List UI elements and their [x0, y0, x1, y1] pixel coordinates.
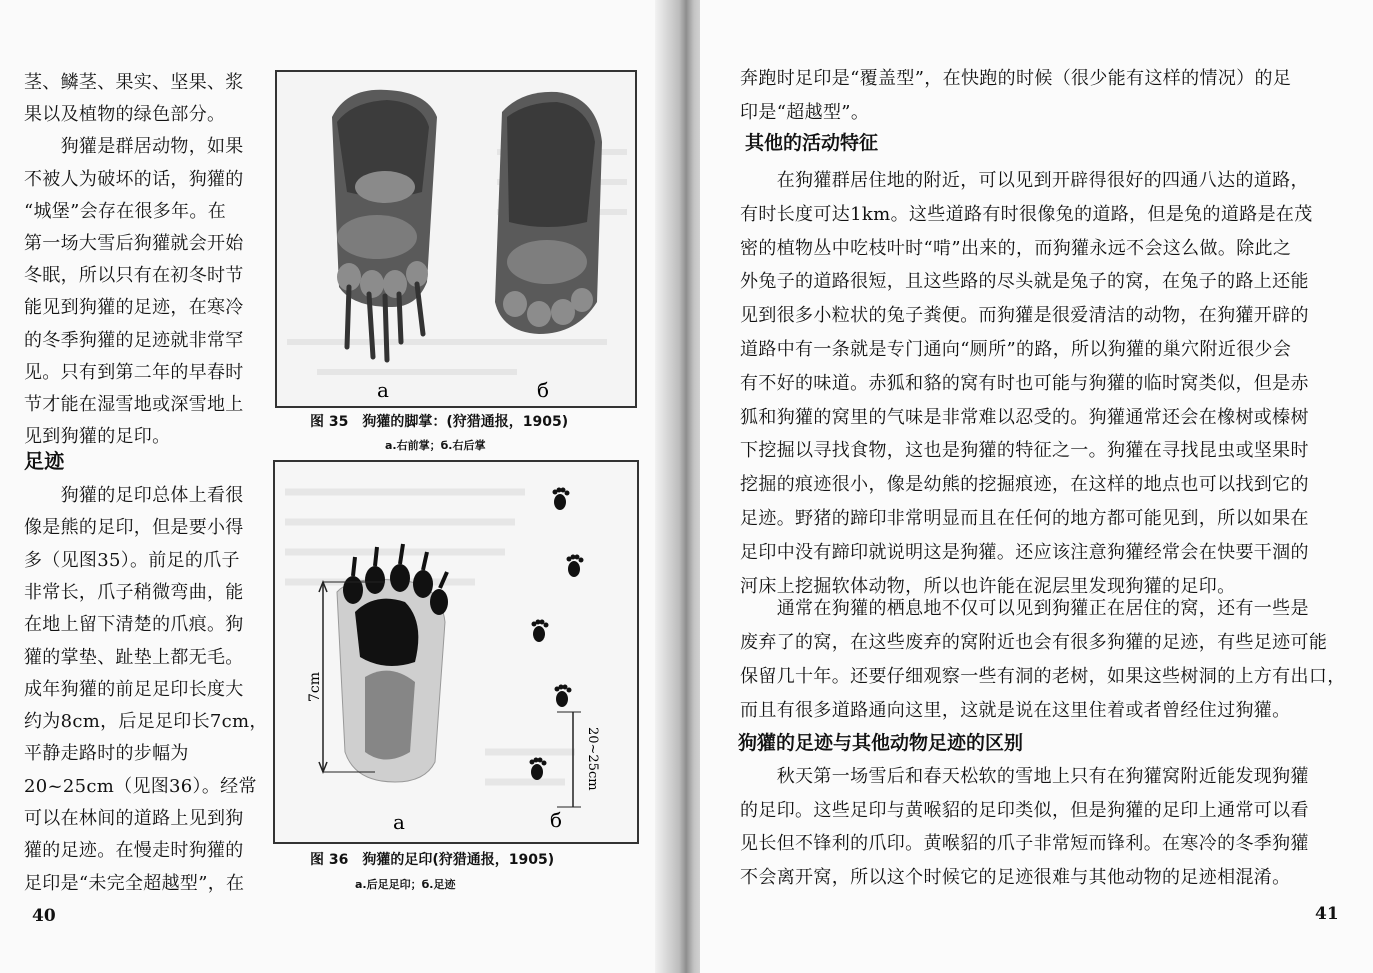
- figure-35-frame: [275, 70, 637, 408]
- text-line: 约为8cm，后足足印长7cm，: [24, 711, 268, 733]
- hind-footprint-drawing: [337, 544, 448, 782]
- text-line: 冬眠，所以只有在初冬时节: [24, 265, 244, 287]
- text-line: 在地上留下清楚的爪痕。狗: [24, 614, 244, 636]
- hind-paw-drawing: [495, 92, 602, 334]
- text-line: 狗獾的足印总体上看很: [24, 485, 244, 506]
- text-line: 狗獾是群居动物，如果: [24, 136, 244, 158]
- figure-35-illustration: [277, 72, 635, 406]
- text-line: 果以及植物的绿色部分。: [24, 104, 226, 126]
- text-line: 而且有很多道路通向这里，这就是说在这里住着或者曾经住过狗獾。: [740, 700, 1291, 721]
- text-line: 20~25cm（见图36）。经常: [24, 775, 257, 797]
- page-number-right: 41: [1315, 904, 1339, 924]
- text-line: 密的植物丛中吃枝叶时“啃”出来的，而狗獾永远不会这么做。除此之: [740, 237, 1292, 259]
- text-line: 节才能在湿雪地或深雪地上: [24, 394, 244, 415]
- text-line: 第一场大雪后狗獾就会开始: [24, 233, 244, 254]
- figure-35-label-b: б: [537, 378, 550, 402]
- text-line: 奔跑时足印是“覆盖型”，在快跑的时候（很少能有这样的情况）的足: [740, 68, 1292, 89]
- text-line: 不被人为破坏的话，狗獾的: [24, 168, 244, 190]
- figure-36-subcaption: a.后足足印；б.足迹: [355, 878, 456, 891]
- figure-36-stride-label: 20~25cm: [585, 727, 600, 791]
- figure-36-length-label: 7cm: [307, 671, 323, 702]
- figure-35-caption: 图 35 狗獾的脚掌：(狩猎通报，1905): [310, 414, 569, 430]
- text-line: 茎、鳞茎、果实、坚果、浆: [24, 72, 244, 93]
- figure-36-illustration: [275, 462, 637, 842]
- right-page: [700, 0, 1373, 973]
- figure-36-caption: 图 36 狗獾的足印(狩猎通报，1905): [310, 852, 555, 868]
- figure-36-label-a: а: [393, 810, 405, 834]
- text-line: 成年狗獾的前足足印长度大: [24, 678, 244, 700]
- text-line: 见到很多小粒状的兔子粪便。而狗獾是很爱清洁的动物，在狗獾开辟的: [740, 305, 1309, 327]
- section-heading-comparison: 狗獾的足迹与其他动物足迹的区别: [738, 732, 1024, 754]
- text-line: 非常长，爪子稍微弯曲，能: [24, 581, 244, 603]
- text-line: “城堡”会存在很多年。在: [24, 200, 227, 222]
- text-line: 有不好的味道。赤狐和貉的窝有时也可能与狗獾的临时窝类似，但是赤: [740, 372, 1309, 394]
- text-line: 的足印。这些足印与黄喉貂的足印类似，但是狗獾的足印上通常可以看: [740, 799, 1309, 821]
- text-line: 保留几十年。还要仔细观察一些有洞的老树，如果这些树洞的上方有出口，: [740, 666, 1346, 687]
- text-line: 的冬季狗獾的足迹就非常罕: [24, 329, 244, 351]
- text-line: 道路中有一条就是专门通向“厕所”的路，所以狗獾的巢穴附近很少会: [740, 339, 1292, 360]
- text-line: 印是“超越型”。: [740, 102, 870, 123]
- figure-36-frame: [273, 460, 639, 844]
- text-line: 可以在林间的道路上见到狗: [24, 808, 244, 829]
- text-line: 平静走路时的步幅为: [24, 743, 189, 765]
- section-heading-footprints: 足迹: [24, 449, 65, 473]
- text-line: 能见到狗獾的足迹，在寒冷: [24, 297, 244, 319]
- text-line: 足迹。野猪的蹄印非常明显而且在任何的地方都可能见到，所以如果在: [740, 508, 1309, 529]
- text-line: 通常在狗獾的栖息地不仅可以见到狗獾正在居住的窝，还有一些是: [740, 598, 1309, 619]
- text-line: 见长但不锋利的爪印。黄喉貂的爪子非常短而锋利。在寒冷的冬季狗獾: [740, 833, 1309, 854]
- text-line: 见到狗獾的足印。: [24, 426, 171, 448]
- text-line: 足印中没有蹄印就说明这是狗獾。还应该注意狗獾经常会在快要干涸的: [740, 541, 1309, 563]
- figure-35-subcaption: a.右前掌；б.右后掌: [385, 439, 486, 452]
- text-line: 秋天第一场雪后和春天松软的雪地上只有在狗獾窝附近能发现狗獾: [740, 766, 1309, 787]
- figure-36-label-b: б: [550, 808, 563, 832]
- text-line: 狐和狗獾的窝里的气味是非常难以忍受的。狗獾通常还会在橡树或榛树: [740, 406, 1309, 428]
- front-paw-drawing: [332, 90, 437, 360]
- text-line: 河床上挖掘软体动物，所以也许能在泥层里发现狗獾的足印。: [740, 575, 1236, 597]
- text-line: 有时长度可达1km。这些道路有时很像兔的道路，但是兔的道路是在茂: [740, 203, 1313, 225]
- text-line: 獾的掌垫、趾垫上都无毛。: [24, 646, 244, 668]
- text-line: 废弃了的窝，在这些废弃的窝附近也会有很多狗獾的足迹，有些足迹可能: [740, 632, 1328, 653]
- page-number-left: 40: [32, 906, 56, 926]
- text-line: 在狗獾群居住地的附近，可以见到开辟得很好的四通八达的道路，: [740, 170, 1309, 191]
- text-line: 外兔子的道路很短，且这些路的尽头就是兔子的窝，在兔子的路上还能: [740, 271, 1309, 293]
- text-line: 像是熊的足印，但是要小得: [24, 517, 244, 539]
- text-line: 见。只有到第二年的早春时: [24, 361, 244, 383]
- text-line: 多（见图35）。前足的爪子: [24, 549, 240, 571]
- text-line: 下挖掘以寻找食物，这也是狗獾的特征之一。狗獾在寻找昆虫或坚果时: [740, 440, 1309, 462]
- text-line: 足印是“未完全超越型”，在: [24, 872, 245, 894]
- section-heading-other-activity: 其他的活动特征: [745, 132, 879, 154]
- text-line: 獾的足迹。在慢走时狗獾的: [24, 840, 244, 862]
- text-line: 挖掘的痕迹很小，像是幼熊的挖掘痕迹，在这样的地点也可以找到它的: [740, 474, 1309, 496]
- figure-35-label-a: а: [377, 378, 389, 402]
- text-line: 不会离开窝，所以这个时候它的足迹很难与其他动物的足迹相混淆。: [740, 866, 1291, 888]
